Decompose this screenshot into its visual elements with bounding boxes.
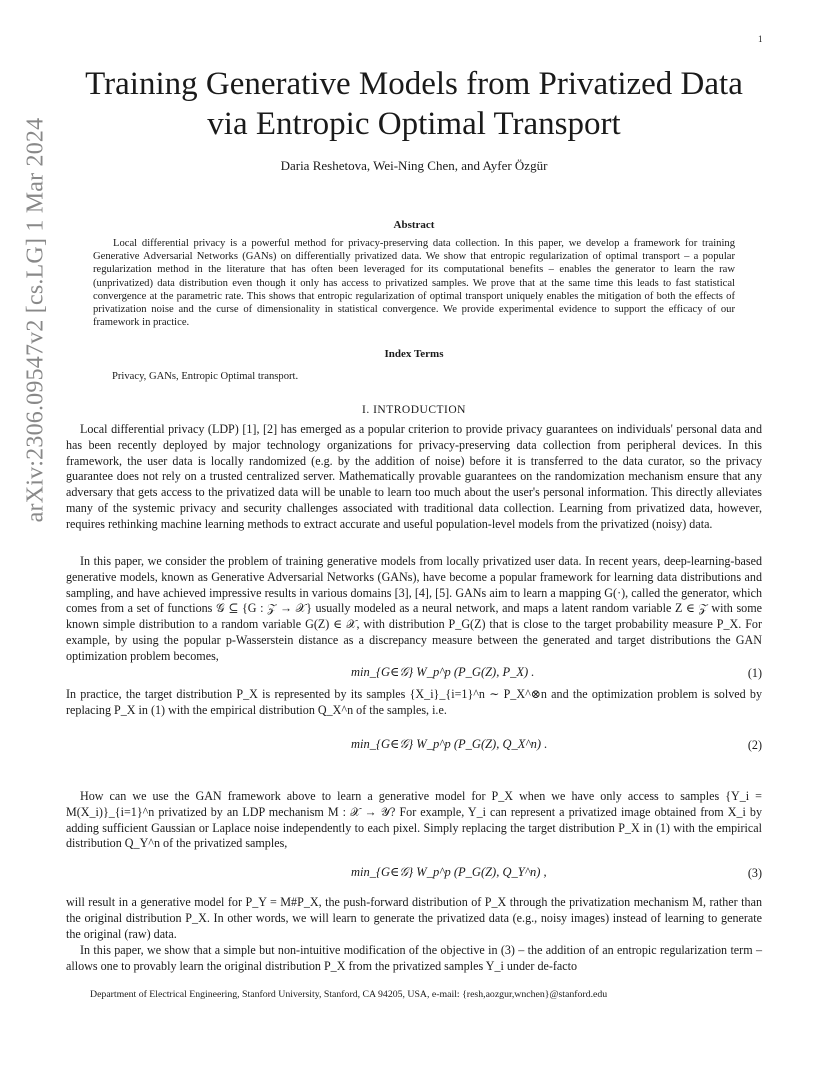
intro-paragraph-4: How can we use the GAN framework above to learn a generative model for P_X when we have only access to samples {Y_i = M(X_i)}_{i=1}^n privatized by an LDP mechanism M : 𝒳 → 𝒴? For example, Y_i can represent a privatized image obtained from X_i by adding sufficient Gaussian or Laplace noise independently to each pixel. Simply replacing the target distribution P_X in (1) with the empirical distribution Q_Y^n of the privatized samples, (66, 789, 762, 851)
arxiv-stamp[interactable]: arXiv:2306.09547v2 [cs.LG] 1 Mar 2024 (22, 117, 49, 523)
index-terms-text: Privacy, GANs, Entropic Optimal transport. (112, 371, 299, 382)
equation-1 (66, 664, 762, 686)
page-number: 1 (758, 34, 763, 44)
equation-3 (66, 864, 762, 886)
intro-paragraph-2: In this paper, we consider the problem of training generative models from locally privatized user data. In recent years, deep-learning-based generative models, known as Generative Adversarial Networks (GANs), have become a popular framework for learning data distributions and sampling, and have achieved impressive results in various domains [3], [4], [5]. GANs aim to learn a mapping G(·), called the generator, which comes from a set of functions 𝒢 ⊆ {G : 𝒵 → 𝒳} usually modeled as a neural network, and maps a latent random variable Z ∈ 𝒵 with some known simple distribution to a random variable G(Z) ∈ 𝒳, with distribution P_G(Z) that is close to the target probability measure P_X. For example, by using the popular p-Wasserstein distance as a discrepancy measure between the generated and target distributions the GAN optimization problem becomes, (66, 554, 762, 663)
author-list: Daria Reshetova, Wei-Ning Chen, and Ayfer Özgür (280, 158, 548, 173)
equation-2-body: min_{G∈𝒢} W_p^p (P_G(Z), Q_X^n) . (351, 737, 548, 751)
affiliation-footnote: Department of Electrical Engineering, Stanford University, Stanford, CA 94205, USA, e-mail: {resh,aozgur,wnchen}@stanford.edu (90, 989, 608, 1000)
intro-paragraph-5: will result in a generative model for P_Y = M#P_X, the push-forward distribution of P_X through the privatization mechanism M, rather than the original distribution P_X. In other words, we will learn to generate the privatized data (e.g., noisy images) instead of learning to generate the original (raw) data. (66, 895, 762, 941)
equation-2-number: (2) (747, 738, 762, 752)
intro-paragraph-3: In practice, the target distribution P_X is represented by its samples {X_i}_{i=1}^n ∼ P_X^⊗n and the optimization problem is solved by replacing P_X in (1) with the empirical distribution Q_X^n of the samples, i.e. (66, 687, 762, 717)
title-line-2: via Entropic Optimal Transport (207, 106, 621, 142)
equation-3-body: min_{G∈𝒢} W_p^p (P_G(Z), Q_Y^n) , (351, 865, 547, 879)
equation-3-number: (3) (747, 866, 762, 880)
index-terms-heading: Index Terms (384, 348, 444, 360)
abstract-heading: Abstract (393, 219, 435, 231)
section-heading-introduction: I. INTRODUCTION (362, 404, 466, 416)
title-line-1: Training Generative Models from Privatized Data (85, 66, 743, 102)
intro-paragraph-6: In this paper, we show that a simple but non-intuitive modification of the objective in (3) – the addition of an entropic regularization term – allows one to provably learn the original distribution P_X from the privatized samples Y_i under de-facto (66, 943, 762, 973)
paper-title (60, 64, 768, 144)
equation-1-body: min_{G∈𝒢} W_p^p (P_G(Z), P_X) . (351, 665, 535, 679)
equation-2 (66, 736, 762, 758)
intro-paragraph-1: Local differential privacy (LDP) [1], [2] has emerged as a popular criterion to provide privacy guarantees on individuals' personal data and has been recently deployed by major technology organizations for privacy-preserving data collection from peripheral devices. In this framework, the user data is locally randomized (e.g. by the addition of noise) before it is transferred to the data curator, so the privacy guarantee does not rely on a trusted centralized server. Mathematically provable guarantees on the randomization mechanism ensure that any adversary that gets access to the privatized data will be unable to learn too much about the user's personal information. This directly alleviates many of the systemic privacy and security challenges associated with traditional data collection. Learning from privatized data, however, requires rethinking machine learning methods to extract accurate and useful population-level models from the privatized (noisy) data. (66, 422, 762, 531)
abstract-text: Local differential privacy is a powerful method for privacy-preserving data collection. In this paper, we develop a framework for training Generative Adversarial Networks (GANs) on differentially privatized data. We show that entropic regularization of optimal transport – a popular regularization method in the literature that has often been leveraged for its computational benefits – enables the generator to learn the raw (unprivatized) data distribution even though it only has access to privatized samples. We prove that at the same time this leads to fast statistical convergence at the parametric rate. This shows that entropic regularization of optimal transport uniquely enables the mitigation of both the effects of privatization noise and the curse of dimensionality in statistical convergence. We provide experimental evidence to support the efficacy of our framework in practice. (93, 238, 735, 329)
equation-1-number: (1) (747, 666, 762, 680)
